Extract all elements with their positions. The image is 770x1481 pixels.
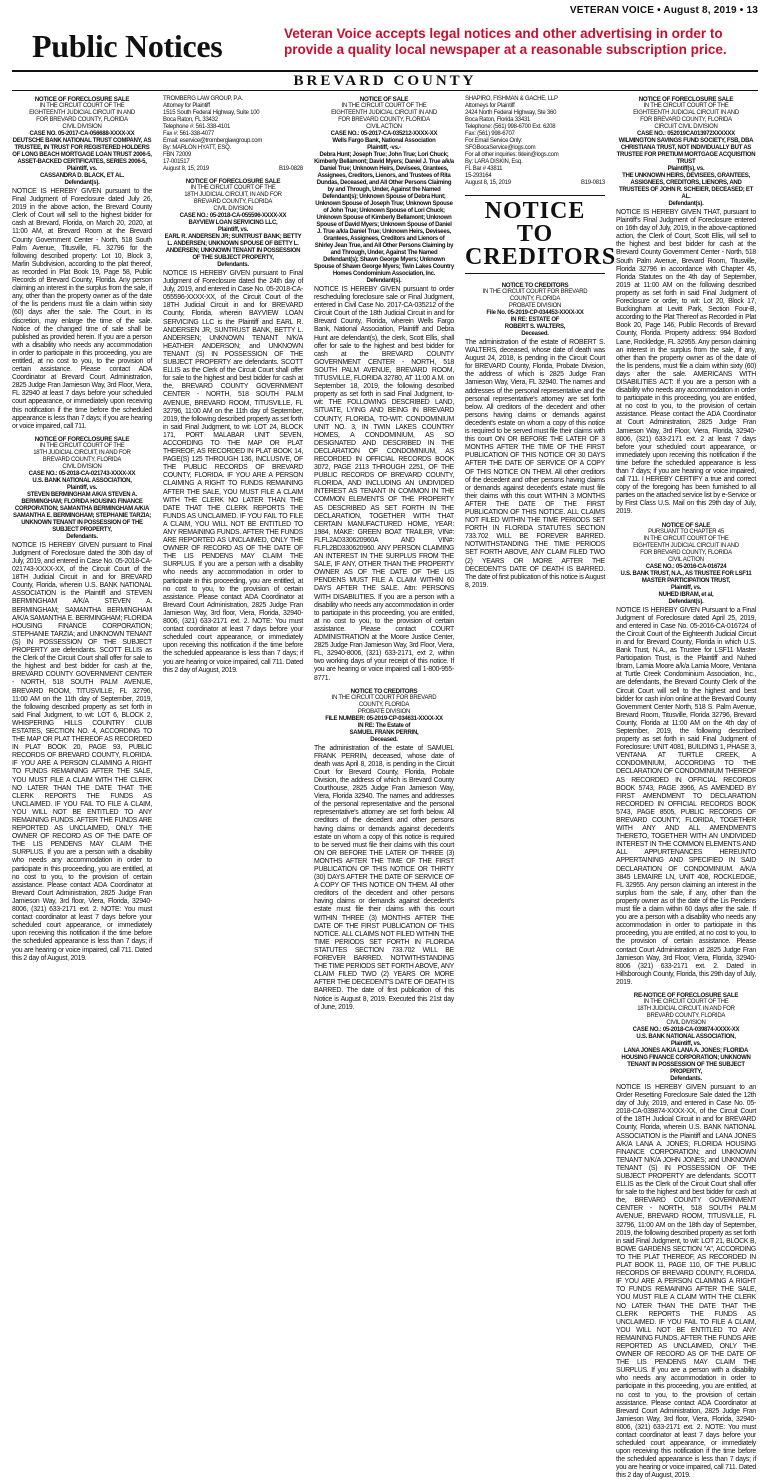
legal-notice: [616, 992, 756, 1481]
notice-signature: SHAPIRO, FISHMAN & GACHE, LLP Attorneys for Plaintiff 2424 North Federal Highway, Ste 360 Boca Raton, Florida 33431 Telephone: (561) 998-6700 Ext. 6208 Fax: (561) 998-6707 For Email Service Only: SFGBocaService@logs.com For all other inquiries: tklein@logs.com By: LARA DISKIN, Esq. FL Bar # 43811 15-293164: [465, 96, 559, 179]
case-caption-line: Deceased.: [370, 736, 398, 743]
notice-footer: [465, 180, 605, 187]
section-title: Public Notices: [32, 28, 223, 64]
case-caption-line: Deceased.: [521, 331, 549, 337]
case-caption-line: LANA JONES A/K/A LANA A. JONES; FLORIDA HOUSING FINANCE CORPORATION; UNKNOWN TENANT IN POSSESSION OF THE SUBJECT PROPERTY,: [621, 1047, 751, 1075]
court-caption-line: IN THE CIRCUIT COURT OF THE: [341, 103, 427, 109]
court-caption-line: 18TH JUDICIAL CIRCUIT, IN AND FOR: [33, 449, 131, 456]
notice-body: NOTICE IS HEREBY GIVEN pursuant to Final Judgment of Foreclosure dated the 24th day of July, 2019, and entered in Case No. 05-2018-CA-055596-XXXX-XX, of the Circuit Court of the 18TH Judicial Circuit in and for BREVARD County, Florida, wherein BAYVIEW LOAN SERVICING LLC is the Plaintiff and EARL R. ANDERSEN JR, SUNTRUST BANK, BETTY L. ANDERSEN; UNKNOWN TENANT N/K/A HEATHER ANDERSON; and UNKNOWN TENANT (S) IN POSSESSION OF THE SUBJECT PROPERTY are defendants. SCOTT ELLIS as the Clerk of the Circuit Court shall offer for sale to the highest and best bidder for cash at the, BREVARD COUNTY GOVERNMENT CENTER - NORTH, 518 SOUTH PALM AVENUE, BREVARD ROOM, TITUSVILLE, FL 32796, 11:00 AM on the 11th day of September, 2019, the following described property as set forth in said Final Judgment, to wit: LOT 24, BLOCK 171, PORT MALABAR UNIT SEVEN, ACCORDING TO THE MAP OR PLAT THEREOF, AS RECORDED IN PLAT BOOK 14, PAGE(S) 125 THROUGH 136, INCLUSIVE, OF THE PUBLIC RECORDS OF BREVARD COUNTY, FLORIDA. IF YOU ARE A PERSON CLAIMING A RIGHT TO FUNDS REMAINING AFTER THE SALE, YOU MUST FILE A CLAIM WITH THE CLERK NO LATER THAN THE DATE THAT THE CLERK REPORTS THE FUNDS AS UNCLAIMED. IF YOU FAIL TO FILE A CLAIM, YOU WILL NOT BE ENTITLED TO ANY REMAINING FUNDS. AFTER THE FUNDS ARE REPORTED AS UNCLAIMED, ONLY THE OWNER OF RECORD AS OF THE DATE OF THE LIS PENDENS MAY CLAIM THE SURPLUS. If you are a person with a disability who needs any accommodation in order to participate in this proceeding, you are entitled, at no cost to you, to the provision of certain assistance. Please contact ADA Coordinator at Brevard Court Administration, 2825 Judge Fran Jamieson Way, 3rd floor, Viera, Florida, 32940-8006, (321) 633-2171 ext. 2. NOTE: You must contact coordinator at least 7 days before your scheduled court appearance, or immediately upon receiving this notification if the time before the scheduled appearance is less than 7 days; if you are hearing or voice impaired, call 711. Dated this 2 day of August, 2019.: [163, 270, 303, 674]
case-caption-line: STEVEN BERMINGHAM A/K/A STEVEN A. BERMINGHAM; FLORIDA HOUSING FINANCE CORPORATION; SAMANTHA BERMINGHAM A/K/A SAMANTHA E. BERMINGHAM; STEPHANIE TARZIA; UNKNOWN TENANT IN POSSESSION OF THE SUBJECT PROPERTY,: [12, 491, 152, 533]
column-2: [163, 96, 303, 1014]
legal-notice: [163, 96, 303, 173]
court-caption-line: 18TH JUDICIAL CIRCUIT, IN AND FOR: [637, 1005, 735, 1012]
case-caption-line: Plaintiff(s), vs.: [667, 166, 705, 172]
court-caption-line: EIGHTEENTH JUDICIAL CIRCUIT IN AND: [29, 110, 135, 116]
publication-dates: August 8, 15, 2019: [163, 166, 209, 172]
court-caption-line: FOR BREVARD COUNTY, FLORIDA: [640, 549, 732, 556]
legal-notice: [314, 688, 454, 1012]
court-caption-line: 18TH JUDICIAL CIRCUIT, IN AND FOR: [184, 192, 282, 198]
case-caption-line: CASE NO.: 05-2018-CA-055596-XXXX-XX: [179, 213, 287, 219]
column-3: [314, 96, 454, 1014]
case-caption-line: DEUTSCHE BANK NATIONAL TRUST COMPANY, AS TRUSTEE, IN TRUST FOR REGISTERED HOLDERS OF LONG BEACH MORTGAGE LOAN TRUST 2006-5, ASSET-BACKED CERTIFICATES, SERIES 2006-5,: [12, 138, 152, 165]
notice-title: RE-NOTICE OF FORECLOSURE SALE: [633, 991, 739, 999]
notice-to-creditors-heading: NOTICE TO CREDITORS: [465, 195, 605, 274]
case-caption-line: CASE NO.: 05-2018-CA-039874-XXXX-XX: [632, 1026, 740, 1033]
court-caption-line: CIVIL DIVISION: [213, 206, 253, 212]
case-caption-line: Plaintiff, vs.: [66, 484, 98, 491]
court-caption-line: CIRCUIT CIVIL DIVISION: [654, 124, 718, 130]
case-caption-line: BAYVIEW LOAN SERVICING LLC,: [188, 220, 278, 226]
notice-title: NOTICE OF FORECLOSURE SALE: [34, 96, 130, 103]
case-caption-line: U.S. BANK NATIONAL ASSOCIATION,: [32, 477, 132, 484]
court-caption-line: PURSUANT TO CHAPTER 45: [648, 528, 724, 535]
masthead: [12, 22, 758, 70]
court-caption-line: IN THE CIRCUIT COURT OF THE: [39, 442, 125, 449]
case-caption-line: EARL R. ANDERSEN JR; SUNTRUST BANK; BETTY L. ANDERSEN; UNKNOWN SPOUSE OF BETTY L. ANDERSEN; UNKNOWN TENANT IN POSSESSION OF THE SUBJECT PROPERTY,: [164, 234, 302, 261]
case-caption-line: CASSANDRA D. BLACK, ET AL.: [39, 173, 125, 179]
case-caption-line: THE UNKNOWN HEIRS, DEVISEES, GRANTEES, ASSIGNEES, CREDITORS, LIENORS, AND TRUSTEES OF JOHN R. SCHEIER, DECEASED; ET AL.: [618, 173, 754, 200]
ad-number: B19-0813: [580, 180, 605, 186]
court-caption-line: FOR BREVARD COUNTY, FLORIDA: [36, 117, 128, 123]
case-caption-line: Wells Fargo Bank, National Association: [332, 138, 436, 144]
case-caption-line: Plaintiff, vs.: [66, 166, 98, 172]
notice-title: NOTICE TO CREDITORS: [350, 687, 418, 695]
court-caption-line: BREVARD COUNTY, FLORIDA: [193, 199, 273, 205]
court-caption-line: EIGHTEENTH JUDICIAL CIRCUIT IN AND: [331, 110, 437, 116]
court-caption-line: IN THE CIRCUIT COURT OF THE: [643, 535, 729, 542]
case-caption-line: WILMINGTON SAVINGS FUND SOCIETY, FSB, DBA CHRISTIANA TRUST, NOT INDIVIDUALLY BUT AS TRUSTEE FOR PRETIUM MORTGAGE ACQUISITION TRUST: [616, 138, 756, 165]
court-caption-line: PROBATE DIVISION: [357, 708, 411, 715]
case-caption-line: CASE NO.: 05-2016-CA-016724: [645, 563, 727, 570]
court-caption-line: CIVIL DIVISION: [62, 463, 102, 470]
case-caption-line: Defendant(s).: [668, 201, 704, 207]
court-caption-line: IN THE CIRCUIT COURT OF THE: [190, 185, 276, 191]
legal-notice: [12, 436, 152, 963]
case-caption-line: Plaintiff, vs.: [670, 1040, 702, 1047]
court-caption-line: IN THE CIRCUIT COURT OF THE: [643, 103, 729, 109]
notice-title: NOTICE TO CREDITORS: [501, 282, 569, 289]
notice-body: NOTICE IS HEREBY GIVEN Pursuant to a Final Judgment of Foreclosure dated April 25, 2019, and entered in Case No. 05-2016-CA-016724 of the Circuit Court of the Eighteenth Judicial Circuit in and for Brevard County, Florida in which U.S. Bank Trust, N.A., as Trustee for LSF11 Master Participation Trust, is the Plaintiff and Nuhed Ibram, Lamia Moore a/k/a Lamia Moore, Ventana at Turtle Creek Condominium Association, Inc., are defendants, the Brevard County Clerk of the Circuit Court will sell to the highest and best bidder for cash in/on online at the Brevard County Government Center North, 518 S. Palm Avenue, Brevard Room, Titusville, Florida 32796, Brevard County, Florida at 11:00 AM on the 4th day of September, 2019, the following described property as set forth in said Final Judgment of Foreclosure: UNIT 4081, BUILDING 1, PHASE 3, VENTANA AT TURTLE CREEK, A CONDOMINIUM, ACCORDING TO THE DECLARATION OF CONDOMINIUM THEREOF AS RECORDED IN OFFICIAL RECORDS BOOK 5743, PAGE 3966, AS AMENDED BY FIRST AMENDMENT TO DECLARATION RECORDED IN OFFICIAL RECORDS BOOK 5743, PAGE 8505, PUBLIC RECORDS OF BREVARD COUNTY, FLORIDA, TOGETHER WITH ANY AND ALL AMENDMENTS THERETO, TOGETHER WITH AN UNDIVIDED INTEREST IN THE COMMON ELEMENTS AND ALL APPURTENANCES HEREUNTO APPERTAINING AND SPECIFIED IN SAID DECLARATION OF CONDOMINIUM. A/K/A 3845 LEMAIRE LN, UNIT 408, ROCKLEDGE, FL 32955. Any person claiming an interest in the surplus from the sale, if any, other than the property owner as of the date of the Lis Pendens must file a claim within 60 days after the sale. If you are a person with a disability who needs any accommodation in order to participate in this proceeding, you are entitled, at no cost to you, to the provision of certain assistance. Please contact Court Administration at 2825 Judge Fran Jamieson Way, 3rd Floor, Viera, Florida, 32940-8006 (321) 633-2171 ext. 2. Dated in Hillsborough County, Florida, this 29th day of July, 2019.: [616, 606, 756, 986]
court-caption-line: FOR BREVARD COUNTY, FLORIDA: [640, 117, 732, 123]
legal-notice: [616, 522, 756, 987]
case-caption-line: Defendants.: [670, 1075, 702, 1082]
notice-footer: [163, 166, 303, 173]
notice-body: NOTICE IS HEREBY GIVEN pursuant to order rescheduling foreclosure sale or Final Judgment, entered in Civil Case No. 2017-CA-035212 of the Circuit Court of the 18th Judicial Circuit in and for Brevard County, Florida, wherein Wells Fargo Bank, National Association, Plaintiff and Debra Hunt are defendant(s), the clerk, Scott Ellis, shall offer for sale to the highest and best bidder for cash at the BREVARD COUNTY GOVERNMENT CENTER - NORTH, 518 SOUTH PALM AVENUE, BREVARD ROOM, TITUSVILLE, FLORIDA 32780, AT 11:00 A.M. on September 18, 2019, the following described property as set forth in said Final Judgment, to-wit: THE FOLLOWING DESCRIBED LAND, SITUATE, LYING AND BEING IN BREVARD COUNTY, FLORIDA, TO-WIT: CONDOMINIUM UNIT NO. 3, IN TWIN LAKES COUNTRY HOMES, A CONDOMINIUM, AS SO DESIGNATED AND DESCRIBED IN THE DECLARATION OF CONDOMINIUM, AS RECORDED IN OFFICIAL RECORDS BOOK 3072, PAGE 2113 THROUGH 2251, OF THE PUBLIC RECORDS OF BREVARD COUNTY, FLORIDA, AND INCLUDING AN UNDIVIDED INTEREST AS TENANT IN COMMON IN THE COMMON ELEMENTS OF THE PROPERTY AS DESCRIBED AS SET FORTH IN THE DECLARATION, TOGETHER WITH THAT CERTAIN MANUFACTURED HOME, YEAR: 1984, MAKE: GREEN BOAT TRAILER, VIN#: FLFL2AD330620960A AND VIN#: FLFL2BD330620960. ANY PERSON CLAIMING AN INTEREST IN THE SURPLUS FROM THE SALE, IF ANY, OTHER THAN THE PROPERTY OWNER AS OF THE DATE OF THE LIS PENDENS MUST FILE A CLAIM WITHIN 60 DAYS AFTER THE SALE. Attn: PERSONS WITH DISABILITIES. If you are a person with a disability who needs any accommodation in order to participate in this proceeding, you are entitled, at no cost to you, to the provision of certain assistance. Please contact COURT ADMINISTRATION at the Moore Justice Center, 2825 Judge Fran Jamieson Way, 3rd Floor, Viera, FL, 32940-8006, (321) 633-2171, ext 2, within two working days of your receipt of this notice. If you are hearing or voice impaired call 1-800-955-8771.: [314, 286, 454, 682]
court-caption-line: IN THE CIRCUIT COURT OF THE: [643, 998, 729, 1005]
case-caption-line: Defendant(s).: [366, 278, 402, 284]
court-caption-line: IN THE CIRCUIT COURT FOR BREVARD: [482, 289, 588, 295]
column-4: [465, 96, 617, 1014]
case-caption-line: Defendants.: [217, 262, 249, 268]
running-head: VETERAN VOICE • August 8, 2019 • 13: [569, 5, 758, 16]
masthead-tagline: Veteran Voice accepts legal notices and other advertising in order to provide a quality local newspaper at a reasonable subscription price.: [284, 26, 727, 57]
notice-body: The administration of the estate of SAMUEL FRANK PERRIN, deceased, whose date of death was April 8, 2018, is pending in the Circuit Court for Brevard County, Florida, Probate Division, the address of which is Brevard County Courthouse, 2825 Judge Fran Jamieson Way, Viera, Florida 32940. The names and addresses of the personal representative and the personal representative's attorney are set forth below. All creditors of the decedent and other persons having claims or demands against decedent's estate on whom a copy of this notice is required to be served must file their claims with this court ON OR BEFORE THE LATER OF THREE (3) MONTHS AFTER THE TIME OF THE FIRST PUBLICATION OF THIS NOTICE OR THIRTY (30) DAYS AFTER THE DATE OF SERVICE OF A COPY OF THIS NOTICE ON THEM. All other creditors of the decedent and other persons having claims or demands against decedent's estate must file their claims with this court WITHIN THREE (3) MONTHS AFTER THE DATE OF THE FIRST PUBLICATION OF THIS NOTICE. ALL CLAIMS NOT FILED WITHIN THE TIME PERIODS SET FORTH IN FLORIDA STATUTES SECTION 733.702 WILL BE FOREVER BARRED. NOTWITHSTANDING THE TIME PERIODS SET FORTH ABOVE, ANY CLAIM FILED TWO (2) YEARS OR MORE AFTER THE DECEDENT'S DATE OF DEATH IS BARRED. The date of first publication of this Notice is August 8, 2019. Executed this 21st day of June, 2019.: [314, 744, 454, 1011]
court-caption-line: CIVIL ACTION: [366, 124, 402, 130]
court-caption-line: CIVIL DIVISION: [666, 1019, 706, 1026]
court-caption-line: COUNTY, FLORIDA: [358, 701, 410, 708]
case-caption-line: ROBERT S. WALTERS,: [504, 324, 566, 330]
case-caption-line: IN RE: The Estate of: [357, 722, 411, 729]
case-caption-line: FILE NUMBER: 05-2019-CP-034631-XXXX-XX: [325, 715, 443, 722]
notice-body: NOTICE IS HEREBY GIVEN pursuant to Final Judgment of Foreclosure dated the 30th day of July, 2019, and entered in Case No. 05-2018-CA-021743-XXXX-XX, of the Circuit Court of the 18TH Judicial Circuit in and for BREVARD County, Florida, wherein U.S. BANK NATIONAL ASSOCIATION is the Plaintiff and STEVEN BERMINGHAM A/K/A STEVEN A. BERMINGHAM; SAMANTHA BERMINGHAM A/K/A SAMANTHA E. BERMINGHAM; FLORIDA HOUSING FINANCE CORPORATION; STEPHANIE TARZIA; and UNKNOWN TENANT (S) IN POSSESSION OF THE SUBJECT PROPERTY are defendants. SCOTT ELLIS as the Clerk of the Circuit Court shall offer for sale to the highest and best bidder for cash at the, BREVARD COUNTY GOVERNMENT CENTER - NORTH, 518 SOUTH PALM AVENUE, BREVARD ROOM, TITUSVILLE, FL 32796, 11:00 AM on the 11th day of September, 2019, the following described property as set forth in said Final Judgment, to wit: LOT 6, BLOCK 2, WHISPERING HILLS COUNTRY CLUB ESTATES, SECTION NO. 4, ACCORDING TO THE MAP OR PLAT THEREOF AS RECORDED IN PLAT BOOK 20, PAGE 93, PUBLIC RECORDS OF BREVARD COUNTY, FLORIDA. IF YOU ARE A PERSON CLAIMING A RIGHT TO FUNDS REMAINING AFTER THE SALE, YOU MUST FILE A CLAIM WITH THE CLERK NO LATER THAN THE DATE THAT THE CLERK REPORTS THE FUNDS AS UNCLAIMED. IF YOU FAIL TO FILE A CLAIM, YOU WILL NOT BE ENTITLED TO ANY REMAINING FUNDS. AFTER THE FUNDS ARE REPORTED AS UNCLAIMED, ONLY THE OWNER OF RECORD AS OF THE DATE OF THE LIS PENDENS MAY CLAIM THE SURPLUS. If you are a person with a disability who needs any accommodation in order to participate in this proceeding, you are entitled, at no cost to you, to the provision of certain assistance. Please contact ADA Coordinator at Brevard Court Administration, 2825 Judge Fran Jamieson Way, 3rd floor, Viera, Florida, 32940-8006, (321) 633-2171 ext. 2. NOTE: You must contact coordinator at least 7 days before your scheduled court appearance, or immediately upon receiving this notification if the time before the scheduled appearance is less than 7 days; if you are hearing or voice impaired, call 711. Dated this 2 day of August, 2019.: [12, 541, 152, 962]
column-5: [616, 96, 756, 1480]
case-caption-line: Defendant(s).: [668, 598, 704, 605]
case-caption-line: CASE NO. 05-2017-CA-056688-XXXX-XX: [29, 131, 135, 137]
court-caption-line: COUNTY, FLORIDA: [509, 296, 561, 302]
case-caption-line: Plaintiff, -vs.-: [367, 145, 401, 151]
court-caption-line: FOR BREVARD COUNTY, FLORIDA: [338, 117, 430, 123]
case-caption-line: File No. 05-2019-CP-034453-XXXX-XX: [486, 310, 584, 316]
notice-title: NOTICE OF FORECLOSURE SALE: [638, 96, 734, 103]
notice-title: NOTICE OF FORECLOSURE SALE: [34, 435, 130, 443]
notice-title: NOTICE OF SALE: [359, 96, 409, 103]
court-caption-line: CIVIL ACTION: [668, 556, 704, 563]
court-caption-line: BREVARD COUNTY, FLORIDA: [646, 1012, 726, 1019]
notice-signature: TROMBERG LAW GROUP, P.A. Attorney for Plaintiff 1515 South Federal Highway, Suite 100 Boca Raton, FL 33432 Telephone #: 561-338-4101 Fax #: 561-338-4077 Email: eservice@tromberglawgroup.com By: MARLON HYATT, ESQ. FBN 72009 17-001517: [163, 96, 263, 165]
court-caption-line: IN THE CIRCUIT COURT FOR BREVARD: [331, 694, 437, 701]
legal-notice: [465, 282, 605, 590]
court-caption-line: EIGHTEENTH JUDICIAL CIRCUIT IN AND: [633, 110, 739, 116]
case-caption-line: CASE NO.: 05-2018-CA-021743-XXXX-XX: [28, 470, 136, 477]
court-caption-line: IN THE CIRCUIT COURT OF THE: [39, 103, 125, 109]
legal-notice: [12, 96, 152, 431]
case-caption-line: Defendants.: [66, 533, 98, 540]
case-caption-line: Plaintiff, vs.: [670, 584, 702, 591]
legal-notice: [465, 96, 605, 187]
notice-body: NOTICE IS HEREBY GIVEN THAT, pursuant to Plaintiff's Final Judgment of Foreclosure entered on 16th day of July, 2019, in the above-captioned action, the Clerk of Court, Scott Ellis, will sell to the highest and best bidder for cash at the Brevard County Government Center - North, 518 South Palm Avenue, Brevard Room, Titusville, Florida 32796 in accordance with Chapter 45, Florida Statutes on the 4th day of September, 2019 at 11:00 AM on the following described property as set forth in said Final Judgment of Foreclosure or order, to wit: Lot 20, Block 17, Buckingham at Levitt Park, Section Four-B, according to the Plat Thereof as Recorded in Plat Book 20, Page 146, Public Records of Brevard County, Florida. Property address: 994 Boxford Lane, Rockledge, FL 32955. Any person claiming an interest in the surplus from the sale, if any, other than the property owner as of the date of the lis pendens, must file a claim within sixty (60) days after the sale. AMERICANS WITH DISABILITIES ACT: If you are a person with a disability who needs any accommodation in order to participate in this proceeding, you are entitled, at no cost to you, to the provision of certain assistance. Please contact the ADA Coordinator at Court Administration, 2825 Judge Fran Jamieson Way, 3rd Floor, Viera, Florida, 32940-8006, (321) 633-2171 ext. 2 at least 7 days before your scheduled court appearance, or immediately upon receiving this notification if the time before the scheduled appearance is less than 7 days; if you are hearing or voice impaired, call 711. I HEREBY CERTIFY a true and correct copy of the foregoing has been furnished to all parties on the attached service list by e-Service or by First Class U.S. Mail on this 29th day of July, 2019.: [616, 209, 756, 516]
case-caption-line: CASE NO.: 052019CA013972XXXXXX: [637, 131, 735, 137]
notice-title: NOTICE OF FORECLOSURE SALE: [185, 178, 281, 185]
legal-notice: [163, 178, 303, 675]
notice-body: NOTICE IS HEREBY GIVEN pursuant to the Final Judgment of Foreclosure dated July 26, 2019 in the above action, the Brevard County Clerk of Court will sell to the highest bidder for cash at Brevard, Florida, on March 20, 2020, at 11:00 AM, at Brevard Room at the Brevard County Government Center - North, 518 South Palm Avenue, Titusville, FL 32796 for the following described property: Lot 10, Block 3, Marlin Subdivision, according to the plat thereof, as recorded in Plat Book 19, Page 58, Public Records of Brevard County, Florida. Any person claiming an interest in the surplus from the sale, if any, other than the property owner as of the date of the lis pendens must file a claim within sixty (60) days after the sale. The Court, in its discretion, may enlarge the time of the sale. Notice of the changed time of sale shall be published as provided herein. If you are a person with a disability who needs any accommodation in order to participate in this proceeding, you are entitled, at no cost to you, to the provision of certain assistance. Please contact ADA Coordinator at Brevard Court Administration, 2825 Judge Fran Jamieson Way, 3rd Floor, Viera, FL 32940 at least 7 days before your scheduled court appearance, or immediately upon receiving this notification if the time before the scheduled appearance is less than 7 days; if you are hearing or voice impaired, call 711.: [12, 188, 152, 430]
publication-dates: August 8, 15, 2019: [465, 180, 511, 186]
court-caption-line: BREVARD COUNTY, FLORIDA: [42, 456, 122, 463]
court-caption-line: PROBATE DIVISION: [508, 303, 562, 309]
case-caption-line: CASE NO.: 05-2017-CA-035212-XXXX-XX: [330, 131, 438, 137]
legal-notice: [616, 96, 756, 517]
column-1: [12, 96, 152, 1014]
ad-number: B19-0828: [278, 166, 303, 172]
case-caption-line: U.S. BANK NATIONAL ASSOCIATION,: [636, 1033, 736, 1040]
case-caption-line: Defendant(s).: [64, 180, 100, 186]
notice-body: NOTICE IS HEREBY GIVEN pursuant to an Order Resetting Foreclosure Sale dated the 12th day of July, 2019, and entered in Case No. 05-2018-CA-039874-XXXX-XX, of the Circuit Court of the 18TH Judicial Circuit in and for BREVARD County, Florida, wherein U.S. BANK NATIONAL ASSOCIATION is the Plaintiff and LANA JONES A/K/A LANA A. JONES; FLORIDA HOUSING FINANCE CORPORATION; and UNKNOWN TENANT N/K/A JOHN JONES; and UNKNOWN TENANT (S) IN POSSESSION OF THE SUBJECT PROPERTY are defendants. SCOTT ELLIS as the Clerk of the Circuit Court shall offer for sale to the highest and best bidder for cash at the, BREVARD COUNTY GOVERNMENT CENTER - NORTH, 518 SOUTH PALM AVENUE, BREVARD ROOM, TITUSVILLE, FL 32796, 11:00 AM on the 18th day of September, 2019, the following described property as set forth in said Final Judgment, to wit: LOT 21, BLOCK B, BOWE GARDENS SECTION "A", ACCORDING TO THE PLAT THEREOF, AS RECORDED IN PLAT BOOK 11, PAGE 110, OF THE PUBLIC RECORDS OF BREVARD COUNTY, FLORIDA. IF YOU ARE A PERSON CLAIMING A RIGHT TO FUNDS REMAINING AFTER THE SALE, YOU MUST FILE A CLAIM WITH THE CLERK NO LATER THAN THE DATE THAT THE CLERK REPORTS THE FUNDS AS UNCLAIMED. IF YOU FAIL TO FILE A CLAIM, YOU WILL NOT BE ENTITLED TO ANY REMAINING FUNDS. AFTER THE FUNDS ARE REPORTED AS UNCLAIMED, ONLY THE OWNER OF RECORD AS OF THE DATE OF THE LIS PENDENS MAY CLAIM THE SURPLUS. If you are a person with a disability who needs any accommodation in order to participate in this proceeding, you are entitled, at no cost to you, to the provision of certain assistance. Please contact ADA Coordinator at Brevard Court Administration, 2825 Judge Fran Jamieson Way, 3rd floor, Viera, Florida, 32940-8006, (321) 633-2171 ext. 2. NOTE: You must contact coordinator at least 7 days before your scheduled court appearance, or immediately upon receiving this notification if the time before the scheduled appearance is less than 7 days; if you are hearing or voice impaired, call 711. Dated this 2 day of August, 2019.: [616, 1083, 756, 1480]
case-caption-line: IN RE: ESTATE OF: [510, 317, 560, 323]
county-banner: BREVARD COUNTY: [12, 70, 758, 91]
notice-body: The administration of the estate of ROBERT S. WALTERS, deceased, whose date of death was August 24, 2018, is pending in the Circuit Court for BREVARD County, Florida, Probate Division, the address of which is 2825 Judge Fran Jamieson Way, Viera, FL 32940. The names and addresses of the personal representative and the personal representative's attorney are set forth below. All creditors of the decedent and other persons having claims or demands against decedent's estate on whom a copy of this notice is required to be served must file their claims with this court ON OR BEFORE THE LATER OF 3 MONTHS AFTER THE TIME OF THE FIRST PUBLICATION OF THIS NOTICE OR 30 DAYS AFTER THE DATE OF SERVICE OF A COPY OF THIS NOTICE ON THEM. All other creditors of the decedent and other persons having claims or demands against decedent's estate must file their claims with this court WITHIN 3 MONTHS AFTER THE DATE OF THE FIRST PUBLICATION OF THIS NOTICE. ALL CLAIMS NOT FILED WITHIN THE TIME PERIODS SET FORTH IN FLORIDA STATUTES SECTION 733.702 WILL BE FOREVER BARRED. NOTWITHSTANDING THE TIME PERIODS SET FORTH ABOVE, ANY CLAIM FILED TWO (2) YEARS OR MORE AFTER THE DECEDENT'S DATE OF DEATH IS BARRED. The date of first publication of this notice is August 8, 2019.: [465, 339, 605, 589]
court-caption-line: CIVIL DIVISION: [62, 124, 102, 130]
court-caption-line: EIGHTEENTH JUDICIAL CIRCUIT IN AND: [633, 542, 739, 549]
legal-notice: [314, 96, 454, 683]
case-caption-line: SAMUEL FRANK PERRIN,: [349, 729, 419, 736]
case-caption-line: Plaintiff, vs.: [217, 227, 249, 233]
case-caption-line: U.S. BANK TRUST, N.A., AS TRUSTEE FOR LSF11 MASTER PARTICIPATION TRUST,: [620, 570, 752, 584]
notice-title: NOTICE OF SALE: [661, 521, 711, 529]
case-caption-line: NUHED IBRAM, et al,: [658, 591, 714, 598]
case-caption-line: Debra Hunt; Joseph True; John True; Lori Chuck; Kimberly Bellamont; David Myers; Daniel J. True a/k/a Daniel True; Unknown Heirs, Devisees, Grantees, Assignees, Creditors, Lienors, and Trustees of Rita Dundas, Deceased, and All Other Persons Claiming by and Through, Under, Against the Named Defendant(s); Unknown Spouse of Debra Hunt; Unknown Spouse of Joseph True; Unknown Spouse of John True; Unknown Spouse of Lori Chuck; Unknown Spouse of Kimberly Bellamont; Unknown Spouse of David Myers; Unknown Spouse of Daniel J. True a/k/a Daniel True; Unknown Heirs, Devisees, Grantees, Assignees, Creditors and Lienors of Shirley Jean True, and All Other Persons Claiming by and Through, Under, Against The Named Defendant(s); Shawn George Myers; Unknown Spouse of Shawn George Myers; Twin Lakes Country Homes Condominium Association, Inc.: [314, 152, 454, 277]
